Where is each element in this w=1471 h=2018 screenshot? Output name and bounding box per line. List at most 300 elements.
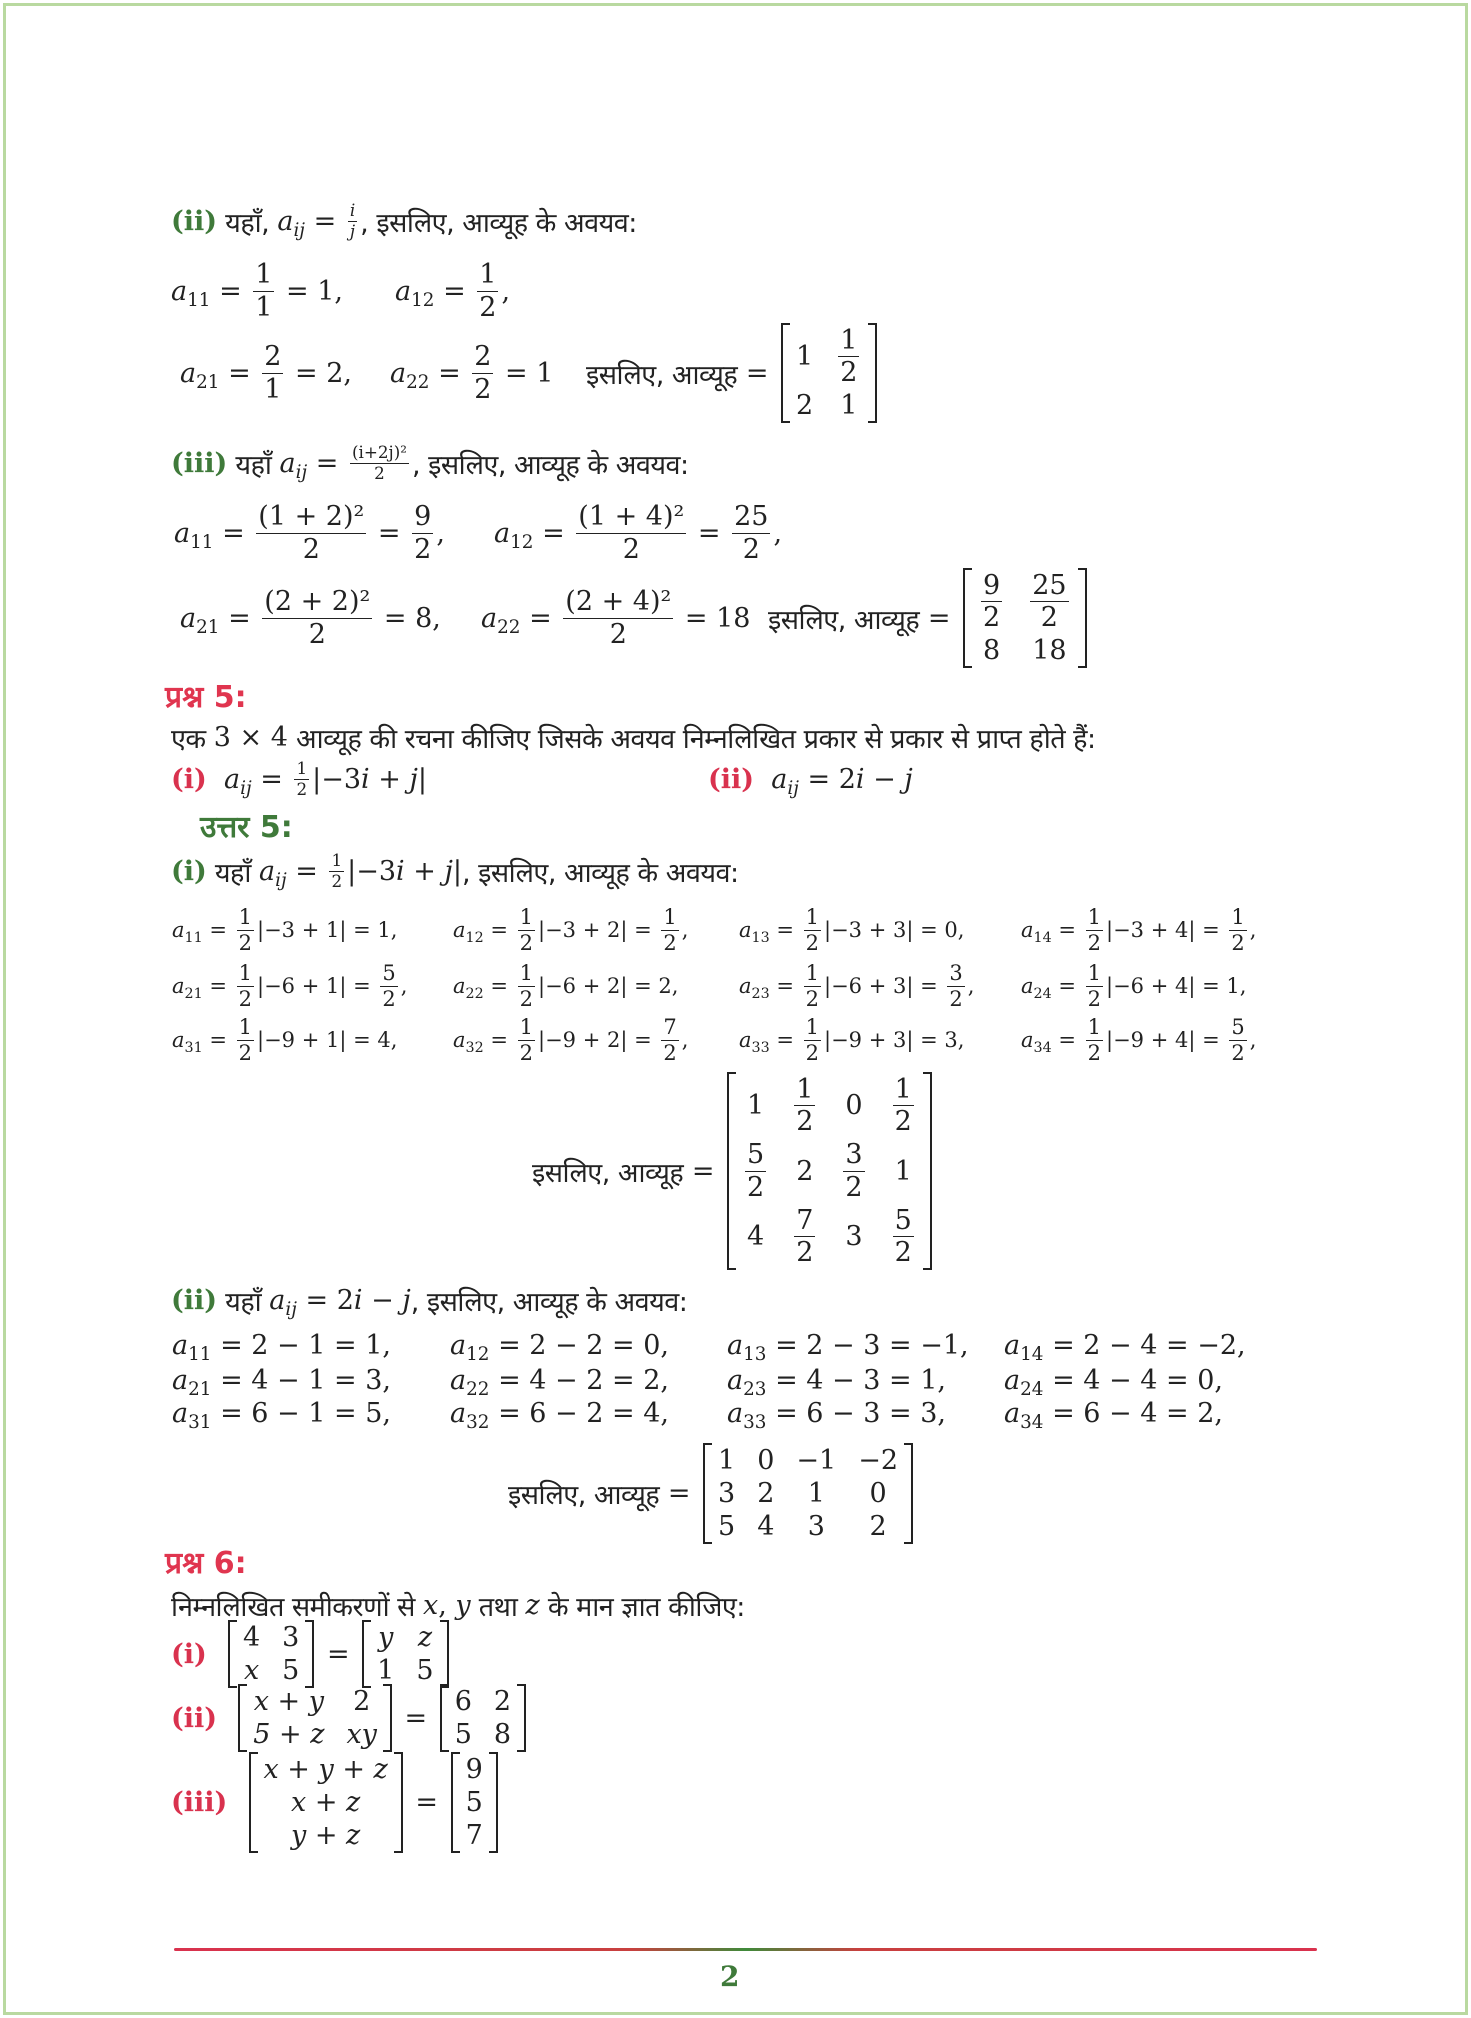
variable-name: y <box>455 1589 471 1621</box>
math-text: , <box>1249 1028 1257 1052</box>
math-variable <box>423 1590 438 1621</box>
fraction-denominator: 2 <box>474 373 492 405</box>
math-text: 5 <box>465 1786 483 1818</box>
fraction-numerator: (2 + 4)² <box>565 586 672 618</box>
math-variable <box>258 855 287 891</box>
variable-name: a <box>279 447 296 479</box>
matrix <box>727 1072 932 1269</box>
fraction <box>380 961 397 1010</box>
fraction-numerator: 1 <box>805 961 820 986</box>
fraction-numerator: 25 <box>734 501 769 533</box>
math-text: 0 <box>869 1477 887 1509</box>
math-text: , <box>501 275 511 307</box>
variable-subscript: 21 <box>196 371 220 393</box>
fraction-numerator: (i+2j)² <box>351 442 407 463</box>
variable-name: z <box>525 1589 540 1621</box>
math-text: x + y <box>253 1686 324 1717</box>
math-text: = <box>737 357 778 389</box>
math-text: 1 <box>796 341 814 372</box>
matrix-left-bracket <box>249 1752 258 1853</box>
math-variable <box>361 764 370 795</box>
math-text: = 2 − 4 = −2, <box>1043 1329 1246 1361</box>
math-variable <box>277 205 306 241</box>
math-variable <box>453 974 484 1002</box>
math-text <box>227 1787 244 1818</box>
math-text: 4 <box>242 1622 261 1653</box>
variable-subscript: 21 <box>196 616 220 638</box>
fraction <box>253 259 274 322</box>
variable-name: a <box>494 517 511 549</box>
variable-name: a <box>1004 1364 1021 1396</box>
math-text: = <box>769 974 801 998</box>
matrix <box>963 568 1087 668</box>
part-label: (i) <box>171 855 207 887</box>
matrix-cell <box>1027 570 1071 633</box>
math-text: = 6 − 3 = 3, <box>766 1397 946 1429</box>
hindi-text: , इसलिए, आव्यूह के अवयव: <box>410 1286 688 1318</box>
variable-name: a <box>450 1397 467 1429</box>
math-text: = 4 − 4 = 0, <box>1043 1364 1223 1396</box>
matrix-cell <box>845 1090 862 1121</box>
variable-name: i <box>855 763 865 795</box>
fraction-numerator: 1 <box>1087 961 1102 986</box>
fraction-numerator: (1 + 4)² <box>578 501 685 533</box>
matrix-right-bracket <box>394 1752 403 1853</box>
variable-name: a <box>771 763 788 795</box>
hindi-text: के मान ज्ञात कीजिए: <box>539 1591 745 1623</box>
math-text: = <box>769 1028 801 1052</box>
math-variable <box>727 1397 767 1433</box>
variable-name: a <box>172 1028 185 1052</box>
math-text: = 2 − 2 = 0, <box>489 1329 669 1361</box>
math-text: = <box>202 974 234 998</box>
matrix-cell <box>718 1478 735 1509</box>
math-text: = <box>919 602 960 634</box>
math-text: = 2 <box>798 763 856 795</box>
hindi-text: यहाँ <box>227 449 280 481</box>
matrix-right-bracket <box>923 1072 932 1269</box>
part-label: (iii) <box>171 1786 228 1818</box>
variable-name: a <box>453 974 466 998</box>
matrix-body <box>712 1443 904 1544</box>
math-variable <box>172 1397 212 1433</box>
matrix-right-bracket <box>489 1752 498 1853</box>
fraction <box>745 1139 766 1202</box>
hindi-text: यहाँ <box>217 1286 270 1318</box>
matrix-right-bracket <box>868 323 877 423</box>
variable-name: a <box>481 602 498 634</box>
variable-subscript: 11 <box>187 289 211 311</box>
math-text: , <box>773 517 783 549</box>
math-text: 0 <box>845 1090 863 1122</box>
matrix-cell <box>890 1205 917 1268</box>
math-text: 1 <box>718 1444 736 1476</box>
fraction-denominator: 2 <box>1231 930 1245 955</box>
math-text: |−9 + 2| = <box>538 1028 659 1052</box>
math-variable <box>172 1364 212 1400</box>
variable-subscript: 24 <box>1020 1378 1044 1400</box>
fraction <box>477 259 498 322</box>
math-text: = <box>483 918 515 942</box>
math-text: = <box>659 1477 700 1509</box>
variable-name: a <box>395 275 412 307</box>
fraction <box>237 961 254 1010</box>
matrix-cell <box>291 1787 360 1818</box>
fraction-numerator: 5 <box>382 961 396 986</box>
math-text: = 4 − 3 = 1, <box>766 1364 946 1396</box>
math-text: = 8, <box>375 602 441 634</box>
math-text: 2 <box>353 1686 371 1717</box>
matrix-cell <box>291 1820 360 1851</box>
matrix-cell <box>808 1511 825 1542</box>
fraction <box>1030 570 1068 633</box>
fraction <box>1229 1015 1246 1064</box>
fraction-numerator: 1 <box>519 1015 534 1040</box>
math-text: |−3 + 1| = 1, <box>257 918 398 942</box>
fraction-denominator: 2 <box>519 1040 534 1065</box>
matrix-cell <box>835 325 862 388</box>
matrix-cell <box>718 1511 735 1542</box>
math-text: |−6 + 1| = <box>257 974 378 998</box>
math-text: 3 <box>282 1622 300 1653</box>
matrix-cell <box>978 570 1005 633</box>
question-5-heading: प्रश्न 5: <box>165 679 247 715</box>
fraction <box>576 501 686 564</box>
math-text: , <box>436 517 445 549</box>
fraction-denominator: 1 <box>255 291 273 323</box>
fraction-denominator: 2 <box>840 357 858 388</box>
math-text: 5 <box>282 1655 300 1686</box>
variable-subscript: 14 <box>1020 1343 1044 1365</box>
fraction-numerator: 1 <box>1231 905 1245 930</box>
math-text: |−6 + 4| = 1, <box>1106 974 1247 998</box>
matrix-cell <box>870 1511 887 1542</box>
matrix-cell <box>378 1622 393 1653</box>
math-variable <box>450 1329 490 1365</box>
variable-name: a <box>1004 1329 1021 1361</box>
math-variable <box>395 275 435 311</box>
math-variable <box>856 764 865 795</box>
math-text: = <box>318 1638 359 1670</box>
hindi-text: इसलिए, आव्यूह <box>586 359 738 391</box>
math-variable <box>727 1364 767 1400</box>
math-text: + <box>369 763 410 795</box>
fraction <box>804 905 821 954</box>
variable-name: a <box>739 974 752 998</box>
math-text: x + y + z <box>263 1753 388 1785</box>
math-variable <box>494 517 534 553</box>
fraction-numerator: 1 <box>519 961 534 986</box>
math-text: 5 <box>416 1655 434 1686</box>
matrix-left-bracket <box>963 568 972 668</box>
matrix <box>249 1752 403 1853</box>
page-number: 2 <box>720 1960 740 1993</box>
variable-subscript: ij <box>275 869 287 891</box>
fraction-denominator: 2 <box>796 1236 814 1268</box>
variable-name: a <box>1004 1397 1021 1429</box>
variable-subscript: 34 <box>1020 1411 1044 1433</box>
math-text: 3 × 4 <box>213 721 288 753</box>
math-text: = <box>689 517 730 549</box>
fraction-numerator: 2 <box>264 341 282 373</box>
matrix-cell <box>791 1074 818 1137</box>
variable-name: a <box>180 602 197 634</box>
matrix-cell <box>494 1686 511 1717</box>
math-variable <box>172 1329 212 1365</box>
fraction <box>838 325 859 388</box>
math-text: = <box>286 855 327 887</box>
math-text: |−6 + 3| = <box>824 974 945 998</box>
matrix <box>440 1684 526 1752</box>
fraction-denominator: 2 <box>238 986 253 1011</box>
math-variable <box>739 1028 770 1056</box>
fraction <box>981 570 1002 633</box>
matrix-cell <box>466 1820 483 1851</box>
fraction <box>237 905 254 954</box>
variable-subscript: 32 <box>466 1411 490 1433</box>
math-variable <box>453 1028 484 1056</box>
footer-divider <box>174 1948 1317 1951</box>
fraction-denominator: 2 <box>894 1106 912 1138</box>
matrix-cell <box>895 1156 912 1187</box>
matrix-cell <box>890 1074 917 1137</box>
hindi-text: , इसलिए, आव्यूह के अवयव: <box>461 857 739 889</box>
math-text: = <box>202 918 234 942</box>
math-text: − <box>864 763 905 795</box>
variable-subscript: 33 <box>751 1039 770 1056</box>
math-variable <box>1004 1329 1044 1365</box>
matrix-cell <box>742 1139 769 1202</box>
math-variable <box>396 856 405 887</box>
variable-name: a <box>223 763 241 795</box>
fraction-numerator: 2 <box>474 341 492 373</box>
fraction-numerator: 1 <box>238 1015 253 1040</box>
fraction-denominator: 2 <box>894 1236 912 1268</box>
fraction <box>804 961 821 1010</box>
matrix-cell <box>870 1478 887 1509</box>
part-label: (i) <box>171 1638 207 1670</box>
hindi-text: , इसलिए, आव्यूह के अवयव: <box>411 449 689 481</box>
matrix-cell <box>796 1445 836 1476</box>
math-variable <box>1004 1364 1044 1400</box>
matrix-cell <box>494 1719 511 1750</box>
fraction <box>1086 905 1103 954</box>
variable-name: a <box>172 918 185 942</box>
fraction-numerator: 1 <box>519 905 534 930</box>
variable-subscript: 12 <box>411 289 435 311</box>
fraction <box>518 905 535 954</box>
matrix <box>703 1443 913 1544</box>
fraction-numerator: 1 <box>238 905 253 930</box>
math-text: = 6 − 4 = 2, <box>1043 1397 1223 1429</box>
variable-name: x <box>423 1589 439 1621</box>
matrix-body <box>449 1684 517 1752</box>
math-text: = <box>683 1155 724 1187</box>
fraction-denominator: 2 <box>1231 1040 1245 1065</box>
fraction <box>350 443 409 482</box>
variable-name: i <box>396 855 405 887</box>
math-variable <box>174 517 214 553</box>
math-text: 5 <box>454 1719 472 1750</box>
variable-subscript: 11 <box>184 929 203 946</box>
variable-subscript: 33 <box>743 1411 767 1433</box>
fraction-denominator: 2 <box>983 602 1001 633</box>
matrix-cell <box>455 1719 472 1750</box>
hindi-text: आव्यूह की रचना कीजिए जिसके अवयव निम्नलिखित प्रकार से प्रकार से प्राप्त होते हैं: <box>287 723 1096 755</box>
matrix-cell <box>858 1445 898 1476</box>
variable-name: a <box>450 1329 467 1361</box>
math-text: = 6 − 1 = 5, <box>211 1397 391 1429</box>
fraction-numerator: 1 <box>479 259 497 291</box>
math-text: + <box>404 855 445 887</box>
variable-subscript: 13 <box>751 929 770 946</box>
fraction-denominator: 2 <box>1040 602 1058 633</box>
fraction-denominator: 2 <box>414 533 432 565</box>
matrix-cell <box>253 1719 324 1750</box>
math-text: = 2 − 1 = 1, <box>211 1329 391 1361</box>
matrix-cell <box>983 635 1000 666</box>
matrix-body <box>258 1752 394 1853</box>
variable-name: a <box>172 1364 189 1396</box>
math-variable <box>180 602 220 638</box>
variable-name: a <box>171 275 188 307</box>
matrix <box>228 1620 314 1688</box>
math-text: −1 <box>796 1444 837 1476</box>
variable-name: a <box>1021 974 1034 998</box>
variable-subscript: 13 <box>743 1343 767 1365</box>
math-text: = <box>429 357 470 389</box>
hindi-text: , इसलिए, आव्यूह के अवयव: <box>360 207 637 239</box>
matrix-cell <box>353 1686 370 1717</box>
matrix-cell <box>1032 635 1066 666</box>
math-variable <box>279 447 308 483</box>
math-text: = <box>251 763 292 795</box>
part-label: (ii) <box>171 1284 218 1316</box>
fraction-numerator: 7 <box>663 1015 677 1040</box>
math-text: 1 <box>807 1477 825 1509</box>
hindi-text: यहाँ <box>206 857 259 889</box>
variable-subscript: ij <box>787 777 799 799</box>
math-variable <box>455 1590 470 1621</box>
math-text: 8 <box>493 1719 512 1750</box>
math-text: 3 <box>718 1477 736 1509</box>
matrix-cell <box>466 1787 483 1818</box>
fraction-denominator: 2 <box>747 1171 765 1203</box>
math-variable <box>453 918 484 946</box>
part-label: (ii) <box>171 205 218 237</box>
math-text: x <box>243 1655 260 1686</box>
fraction-denominator: 2 <box>238 1040 253 1065</box>
fraction <box>1229 905 1246 954</box>
variable-subscript: 22 <box>497 616 521 638</box>
variable-name: j <box>402 1284 411 1316</box>
variable-subscript: 34 <box>1033 1039 1052 1056</box>
fraction-denominator: 2 <box>622 533 640 565</box>
matrix-cell <box>416 1655 433 1686</box>
matrix-right-bracket <box>1078 568 1087 668</box>
matrix-cell <box>796 341 813 372</box>
variable-name: a <box>172 1397 189 1429</box>
variable-name: a <box>172 974 185 998</box>
hindi-text: एक <box>171 723 214 755</box>
variable-name: a <box>277 205 294 237</box>
math-text: = <box>483 1028 515 1052</box>
fraction <box>1086 1015 1103 1064</box>
math-variable <box>172 974 203 1002</box>
matrix-cell <box>757 1445 774 1476</box>
matrix-left-bracket <box>228 1620 237 1688</box>
hindi-text: यहाँ, <box>217 207 278 239</box>
math-text: 4 <box>747 1220 765 1252</box>
variable-name: a <box>739 918 752 942</box>
matrix-cell <box>757 1511 774 1542</box>
math-variable <box>354 1285 363 1316</box>
math-text: 2 <box>869 1510 887 1542</box>
variable-name: a <box>269 1284 286 1316</box>
math-variable <box>904 764 912 795</box>
fraction-numerator: 25 <box>1032 569 1067 601</box>
fraction-denominator: 2 <box>302 533 320 565</box>
fraction-denominator: 2 <box>479 291 497 323</box>
math-text: , <box>681 1028 689 1052</box>
math-text: 9 <box>465 1753 483 1785</box>
fraction-denominator: 2 <box>845 1171 863 1203</box>
math-text: = 2 − 3 = −1, <box>766 1329 969 1361</box>
variable-name: a <box>172 1329 189 1361</box>
matrix-cell <box>244 1655 259 1686</box>
matrix <box>451 1752 498 1853</box>
matrix-cell <box>282 1622 299 1653</box>
hindi-text: इसलिए, आव्यूह <box>768 604 920 636</box>
matrix-cell <box>796 390 813 421</box>
variable-subscript: ij <box>295 461 308 483</box>
math-text: = 4 − 1 = 3, <box>211 1364 391 1396</box>
math-variable <box>481 602 521 638</box>
math-text <box>207 764 224 795</box>
variable-subscript: 14 <box>1033 929 1052 946</box>
math-text: 2 <box>796 390 814 422</box>
matrix-cell <box>418 1622 432 1653</box>
math-variable <box>402 1285 410 1316</box>
variable-name: a <box>739 1028 752 1052</box>
math-text: = <box>213 517 254 549</box>
fraction-numerator: (1 + 2)² <box>258 501 365 533</box>
fraction-numerator: 1 <box>1087 905 1102 930</box>
math-variable <box>444 856 452 887</box>
math-text: , <box>967 974 975 998</box>
question-6-heading: प्रश्न 6: <box>165 1545 247 1581</box>
math-text: 3 <box>807 1510 825 1542</box>
math-text: |−3 + 4| = <box>1106 918 1227 942</box>
fraction-numerator: 1 <box>805 1015 820 1040</box>
variable-name: a <box>258 855 276 887</box>
math-text: |−9 + 4| = <box>1106 1028 1227 1052</box>
fraction <box>329 851 344 890</box>
math-text: y <box>378 1622 394 1653</box>
fraction <box>804 1015 821 1064</box>
answer-5-heading: उत्तर 5: <box>200 809 293 845</box>
fraction <box>262 341 283 404</box>
fraction <box>518 1015 535 1064</box>
matrix-cell <box>747 1221 764 1252</box>
math-text: xy <box>346 1719 377 1750</box>
math-text: |−3 <box>312 763 362 795</box>
fraction <box>563 586 673 649</box>
math-text: = 6 − 2 = 4, <box>489 1397 669 1429</box>
fraction <box>661 905 678 954</box>
matrix-cell <box>282 1655 299 1686</box>
matrix-cell <box>845 1221 862 1252</box>
